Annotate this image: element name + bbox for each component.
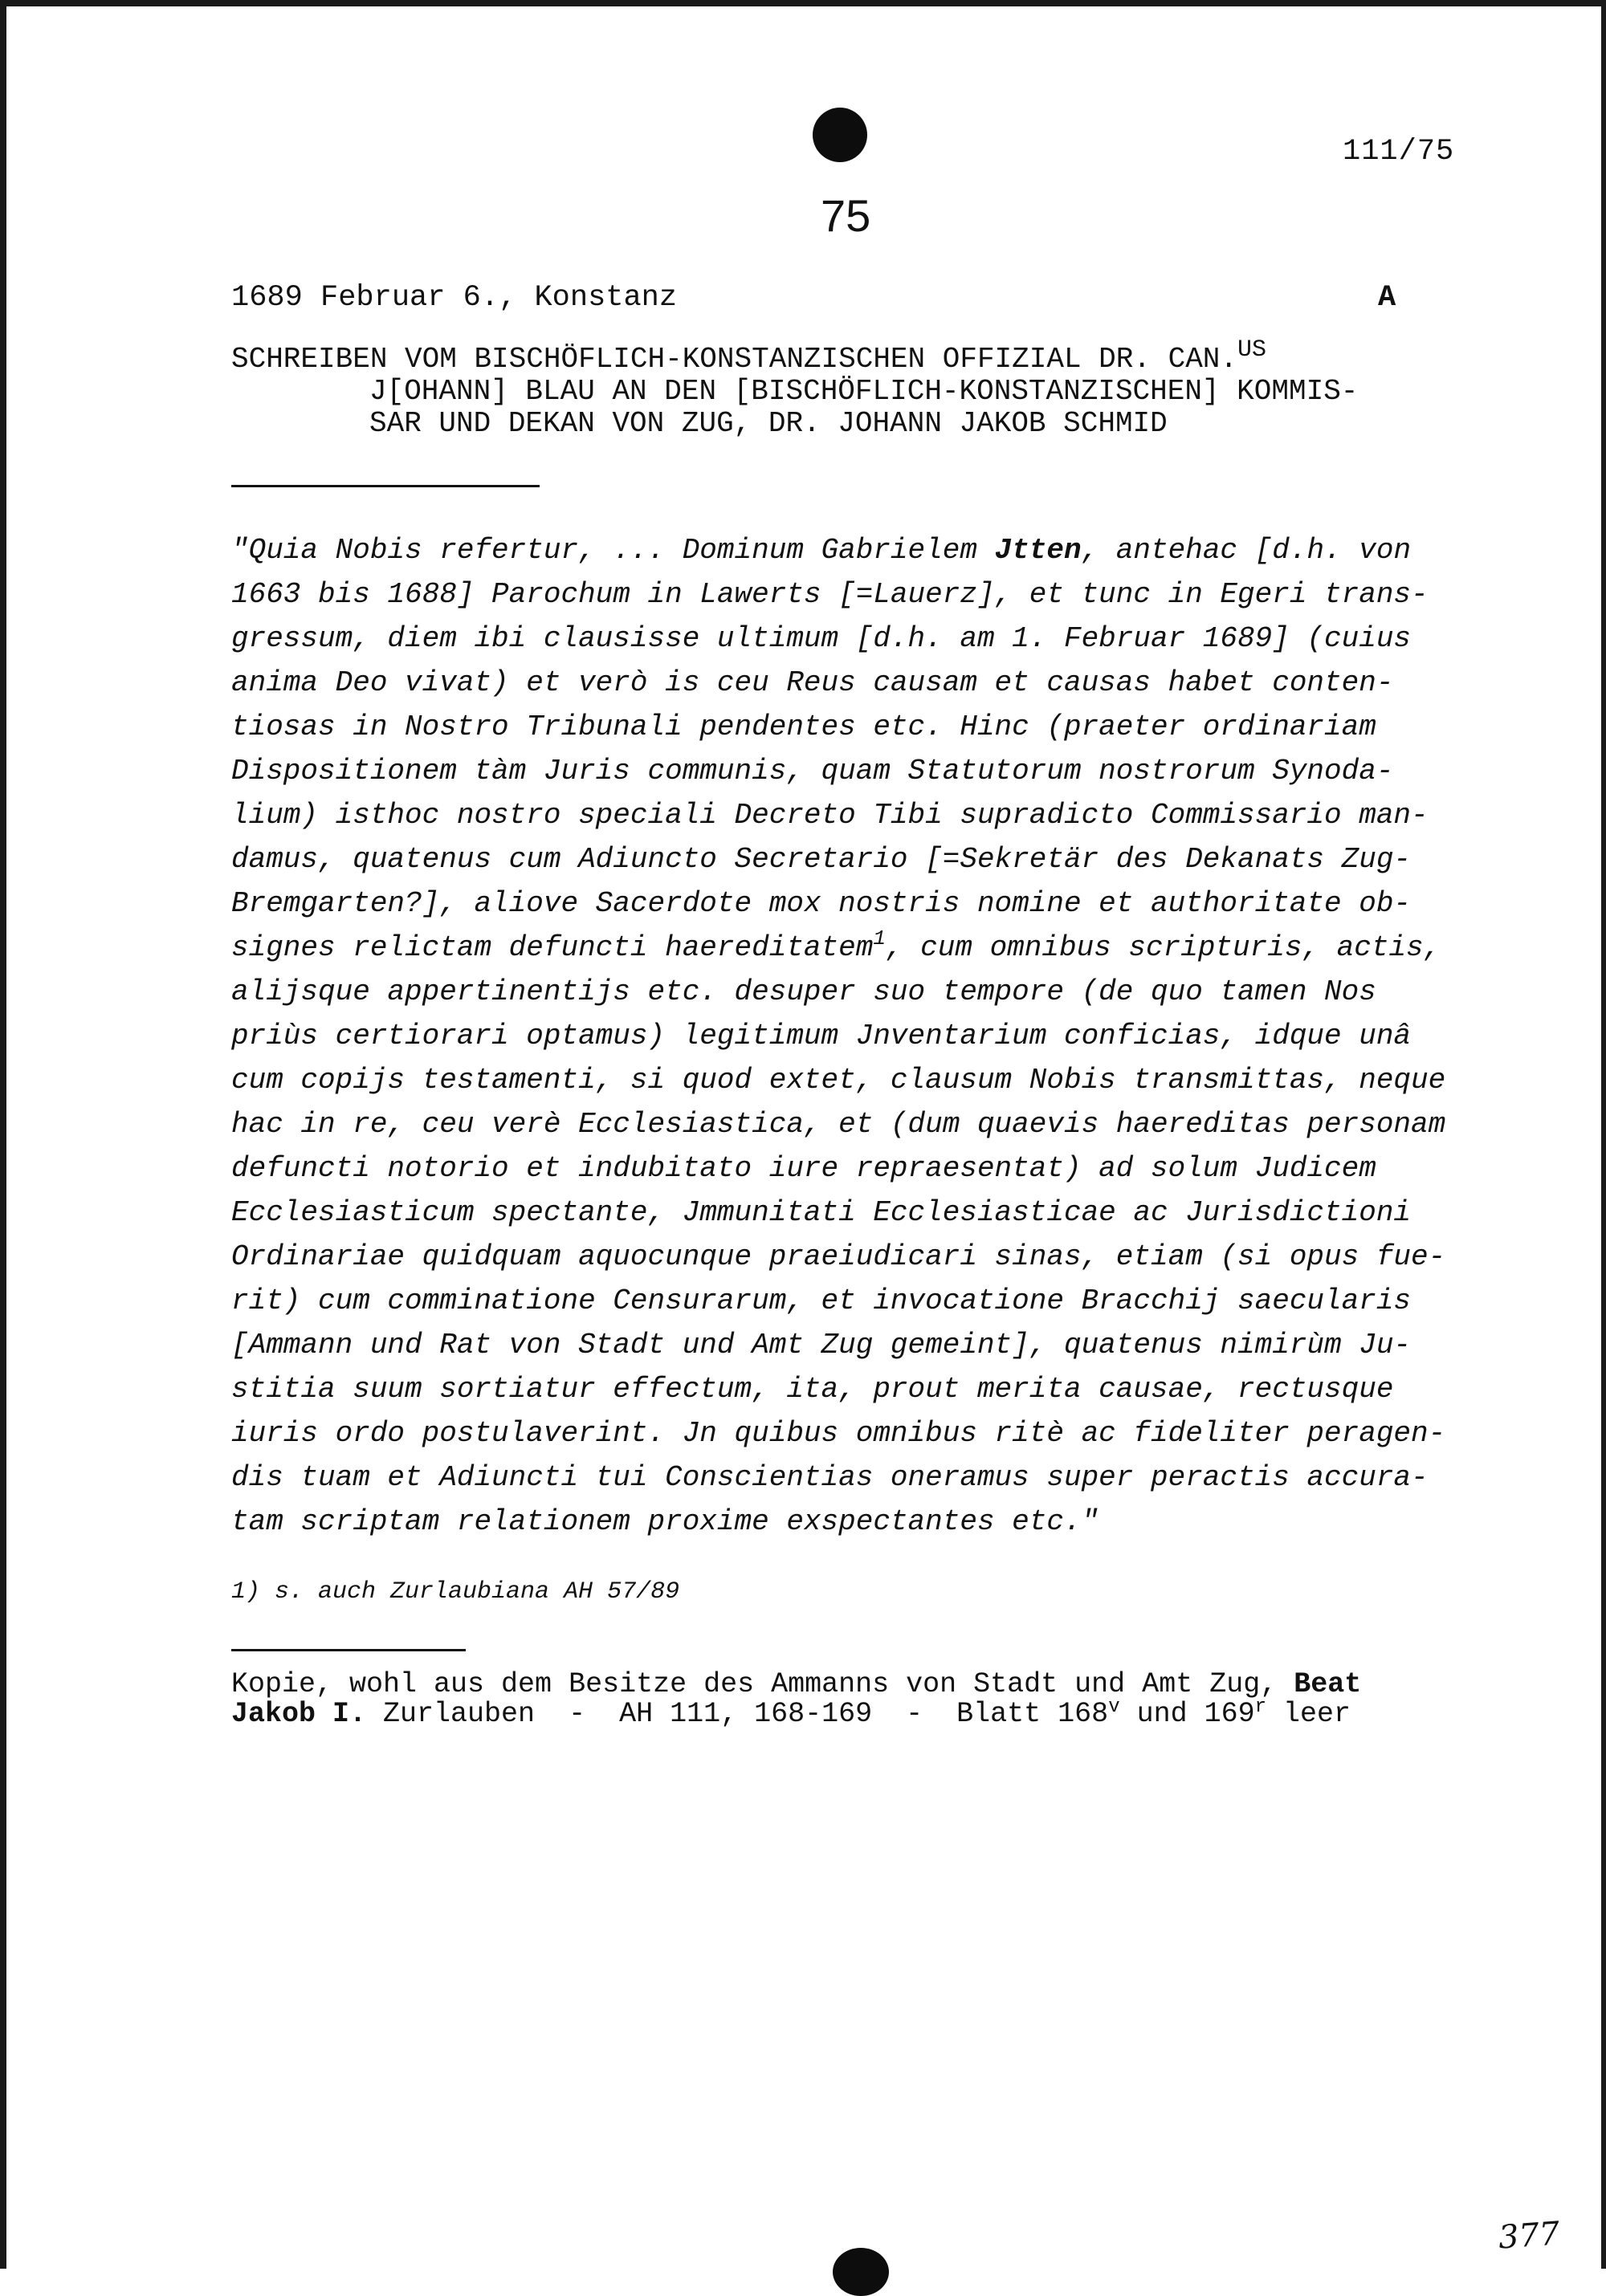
handwritten-page-number: 377 [1497,2215,1561,2257]
text-line: tam scriptam relationem proxime exspectantes etc." [231,1505,1099,1538]
folio-superscript: r [1254,1696,1267,1718]
text-fragment: und 169 [1119,1698,1255,1730]
quoted-latin-text [231,528,1484,1544]
text-line: damus, quatenus cum Adiuncto Secretario [=Sekretär des Dekanats Zug- [231,843,1412,876]
heading-line: J[OHANN] BLAU AN DEN [BISCHÖFLICH-KONSTANZISCHEN] KOMMIS- [369,375,1359,408]
text-line: Ordinariae quidquam aquocunque praeiudicari sinas, etiam (si opus fue- [231,1240,1446,1273]
bold-name: Jtten [994,534,1082,567]
text-line [231,926,1484,970]
text-fragment: , antehac [d.h. von [1081,534,1412,567]
text-fragment: signes relictam defuncti haereditatem [231,931,874,964]
heading-superscript: US [1237,336,1267,364]
text-line: Ecclesiasticum spectante, Jmmunitati Ecclesiasticae ac Jurisdictioni [231,1196,1412,1229]
text-line: gressum, diem ibi clausisse ultimum [d.h. am 1. Februar 1689] (cuius [231,622,1412,655]
heading-line [231,336,1468,376]
text-fragment: "Quia Nobis refertur, ... Dominum Gabrielem [231,534,995,567]
text-line: lium) isthoc nostro speciali Decreto Tibi supradicto Commissario man- [231,799,1429,832]
punch-hole-top [813,108,867,162]
document-heading [231,336,1468,440]
text-line: alijsque appertinentijs etc. desuper suo tempore (de quo tamen Nos [231,975,1376,1008]
text-line: 1663 bis 1688] Parochum in Lawerts [=Lauerz], et tunc in Egeri trans- [231,578,1429,611]
text-fragment: Kopie, wohl aus dem Besitze des Ammanns von Stadt und Amt Zug, [231,1668,1294,1700]
footnote: 1) s. auch Zurlaubiana AH 57/89 [231,1578,680,1606]
divider-rule [231,485,540,487]
source-note [231,1670,1484,1729]
bold-name: Jakob I. [231,1698,367,1730]
heading-line-text: SCHREIBEN VOM BISCHÖFLICH-KONSTANZISCHEN OFFIZIAL DR. CAN. [231,343,1238,376]
scan-edge-right [1601,0,1606,2269]
divider-rule [231,1649,466,1651]
text-line: rit) cum comminatione Censurarum, et invocatione Bracchij saecularis [231,1284,1412,1317]
footnote-marker: 1 [873,926,886,951]
text-line: defuncti notorio et indubitato iure repraesentat) ad solum Judicem [231,1152,1376,1185]
document-number: 75 [821,190,871,241]
heading-line: SAR UND DEKAN VON ZUG, DR. JOHANN JAKOB SCHMID [369,407,1168,440]
punch-hole-bottom [833,2248,889,2296]
text-line: priùs certiorari optamus) legitimum Jnventarium conficias, idque unâ [231,1020,1412,1052]
source-line [231,1670,1484,1700]
text-line: dis tuam et Adiuncti tui Conscientias oneramus super peractis accura- [231,1461,1429,1494]
text-fragment: , cum omnibus scripturis, actis, [885,931,1441,964]
text-line: hac in re, ceu verè Ecclesiastica, et (dum quaevis haereditas personam [231,1108,1446,1141]
text-line: anima Deo vivat) et verò is ceu Reus causam et causas habet conten- [231,666,1394,699]
scan-edge-top [0,0,1606,6]
text-line: stitia suum sortiatur effectum, ita, prout merita causae, rectusque [231,1373,1394,1406]
text-line: cum copijs testamenti, si quod extet, clausum Nobis transmittas, neque [231,1064,1446,1097]
text-fragment: Zurlauben - AH 111, 168-169 - Blatt 168 [366,1698,1109,1730]
reference-number: 111/75 [1343,135,1455,169]
date-place: 1689 Februar 6., Konstanz [231,281,678,315]
source-line [231,1696,1484,1730]
document-marker: A [1378,281,1396,315]
text-line: [Ammann und Rat von Stadt und Amt Zug gemeint], quatenus nimirùm Ju- [231,1329,1412,1362]
folio-superscript: v [1108,1696,1120,1718]
scan-edge-left [0,0,6,2269]
text-line: Bremgarten?], aliove Sacerdote mox nostris nomine et authoritate ob- [231,887,1412,920]
text-line: Dispositionem tàm Juris communis, quam Statutorum nostrorum Synoda- [231,755,1394,788]
text-line: tiosas in Nostro Tribunali pendentes etc. Hinc (praeter ordinariam [231,710,1376,743]
text-line [231,528,1484,572]
text-line: iuris ordo postulaverint. Jn quibus omnibus ritè ac fideliter peragen- [231,1417,1446,1450]
text-fragment: leer [1266,1698,1351,1730]
bold-name: Beat [1294,1668,1362,1700]
